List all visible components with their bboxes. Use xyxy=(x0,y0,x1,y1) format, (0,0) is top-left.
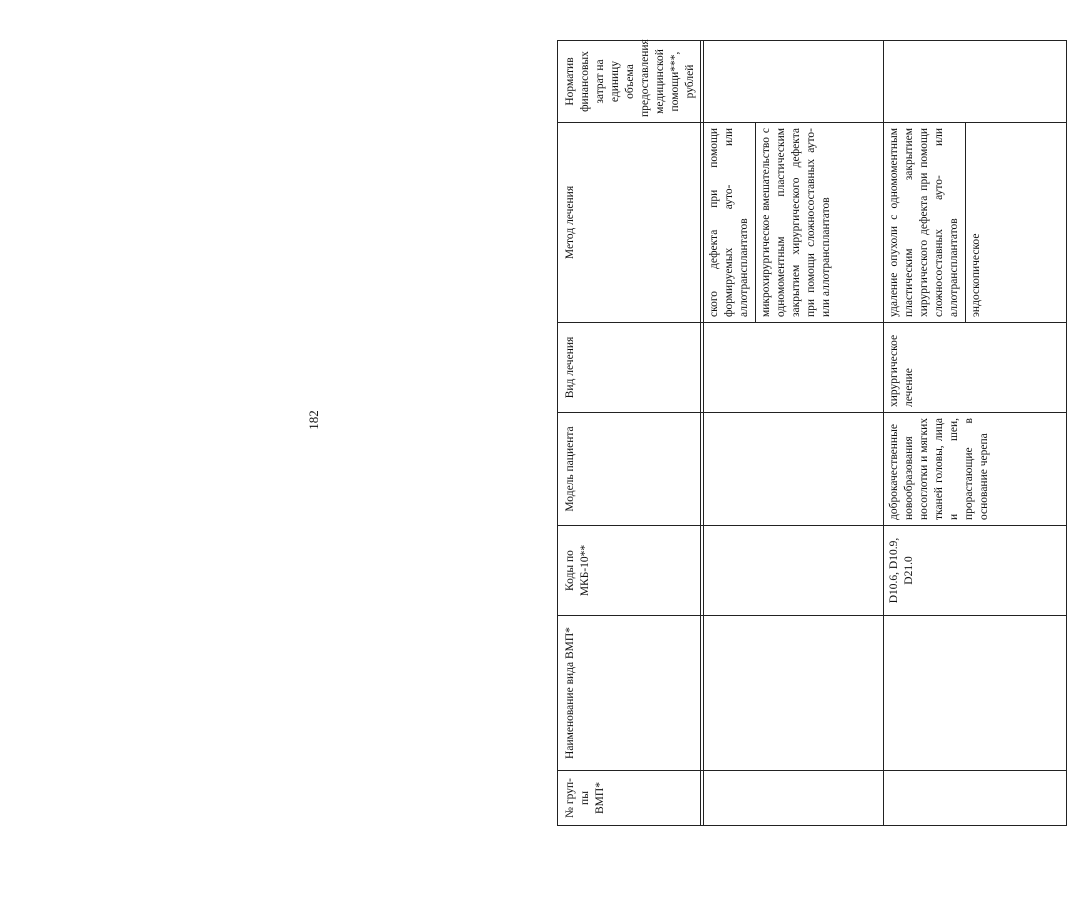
cell-model xyxy=(704,413,884,526)
cell-norm xyxy=(884,41,1067,123)
method-text: микрохирургическое вмешательство с одномоментным пластическим закрытием хирургического дефекта при помощи сложносоставных ауто- или аллотрансплантатов xyxy=(760,128,832,317)
method-text: удаление опухоли с одномоментным пластическим закрытием хирургического дефекта при помощи сложносоставных ауто- или аллотрансплантатов xyxy=(884,123,966,322)
table-row xyxy=(884,41,1067,826)
header-treatment-method: Метод лечения xyxy=(558,123,701,323)
cell-name xyxy=(884,616,1067,771)
cell-kind xyxy=(704,323,884,413)
cell-methods xyxy=(704,123,884,323)
method-text: ского дефекта при помощи формируемых ауто- или аллотрансплантатов xyxy=(704,123,756,322)
page-number: 182 xyxy=(305,410,321,430)
rotated-table-sheet xyxy=(557,41,1067,826)
cell-codes xyxy=(704,526,884,616)
cell-name xyxy=(704,616,884,771)
cell-group xyxy=(884,771,1067,826)
header-icd-codes: Коды по МКБ-10** xyxy=(558,526,701,616)
header-financial-norm: Норматив финансовых затрат на единицу объема предоставления медицинской помощи***, рублей xyxy=(558,41,701,123)
table-row xyxy=(704,41,884,826)
table-header-row xyxy=(558,41,701,826)
header-treatment-kind: Вид лечения xyxy=(558,323,701,413)
header-patient-model: Модель пациента xyxy=(558,413,701,526)
header-vmp-name: Наименование вида ВМП* xyxy=(558,616,701,771)
cell-norm xyxy=(704,41,884,123)
cell-group xyxy=(704,771,884,826)
vmp-table xyxy=(557,40,1067,826)
cell-model: доброкачественные новообразования носоглотки и мягких тканей головы, лица и шеи, прорастающие в основание черепа xyxy=(884,413,1067,526)
method-text: эндоскопическое xyxy=(970,233,983,317)
cell-codes: D10.6, D10.9, D21.0 xyxy=(884,526,1067,616)
cell-methods xyxy=(884,123,1067,323)
header-group-number: № груп-пы ВМП* xyxy=(558,771,701,826)
cell-kind: хирургическое лечение xyxy=(884,323,1067,413)
